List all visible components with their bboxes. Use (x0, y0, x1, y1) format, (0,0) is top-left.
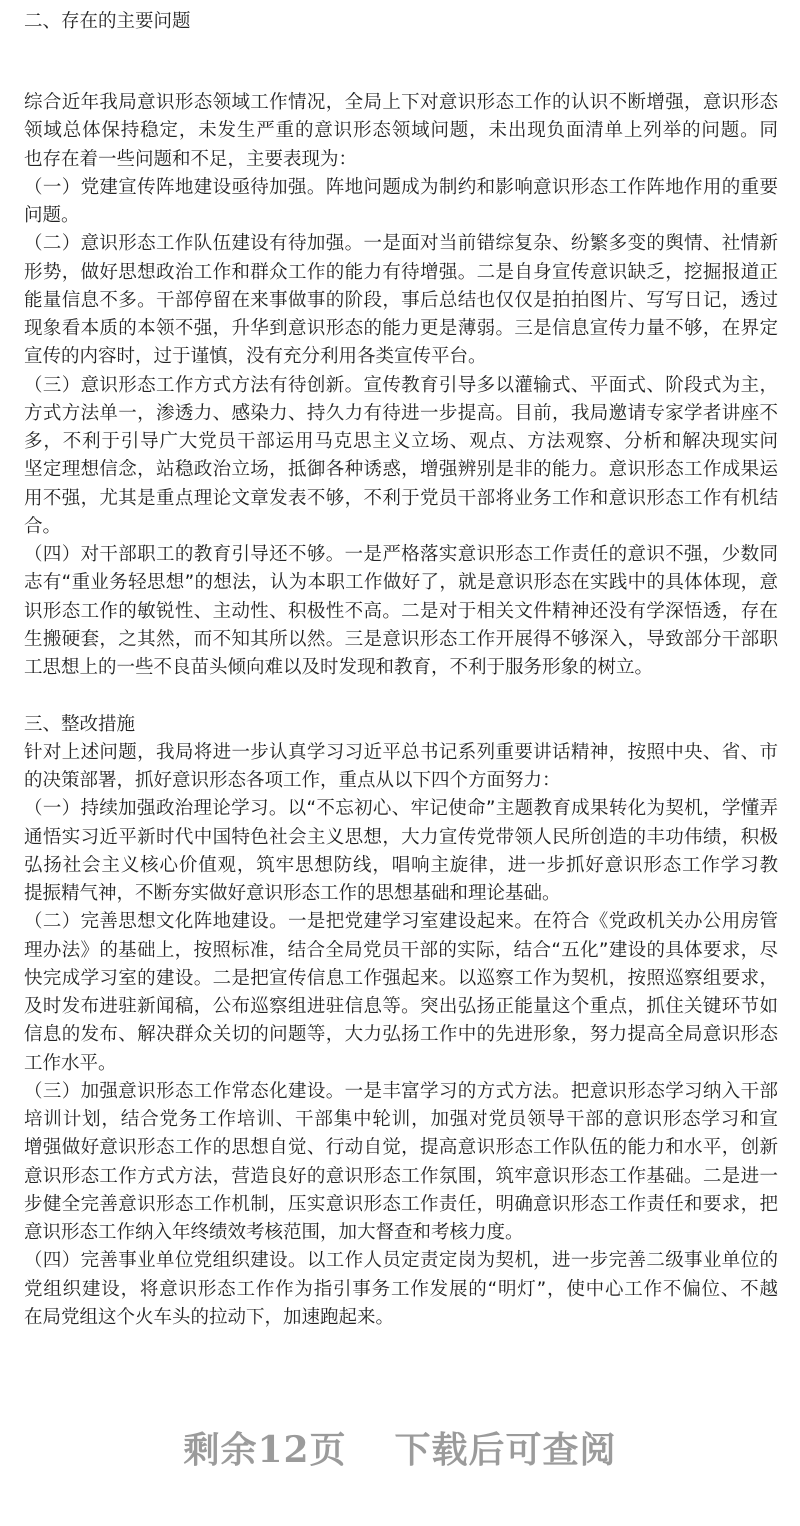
text-line: 步健全完善意识形态工作机制，压实意识形态工作责任，明确意识形态工作责任和要求，把 (24, 1193, 778, 1215)
paragraph (24, 1078, 778, 1248)
text-line: 能量信息不多。干部停留在来事做事的阶段，事后总结也仅仅是拍拍图片、写写日记，透过 (24, 289, 778, 311)
text-line: 在局党组这个火车头的拉动下，加速跑起来。 (24, 1306, 395, 1328)
paragraph (24, 541, 778, 682)
paragraph (24, 89, 778, 174)
text-line: （一）党建宣传阵地建设亟待加强。阵地问题成为制约和影响意识形态工作阵地作用的重要 (24, 176, 778, 198)
text-line: 快完成学习室的建设。二是把宣传信息工作强起来。以巡察工作为契机，按照巡察组要求， (24, 967, 778, 989)
text-line: 坚定理想信念，站稳政治立场，抵御各种诱惑，增强辨别是非的能力。意识形态工作成果运 (24, 459, 778, 481)
text-line: 意识形态工作纳入年终绩效考核范围，加大督查和考核力度。 (24, 1222, 524, 1243)
text-line: 工思想上的一些不良苗头倾向难以及时发现和教育，不利于服务形象的树立。 (24, 657, 654, 678)
text-line: 现象看本质的本领不强，升华到意识形态的能力更是薄弱。三是信息宣传力量不够，在界定 (24, 318, 778, 339)
download-prompt[interactable] (0, 1422, 800, 1473)
text-line: （三）意识形态工作方式方法有待创新。宣传教育引导多以灌输式、平面式、阶段式为主， (24, 374, 778, 396)
remaining-pages-label[interactable]: 剩余12页 (183, 1429, 347, 1471)
text-line: 问题。 (24, 205, 80, 226)
text-line: 合。 (24, 515, 62, 537)
text-line: 生搬硬套，之其然，而不知其所以然。三是意识形态工作开展得不够深入，导致部分干部职 (24, 628, 778, 650)
section-heading-measures: 三、整改措施 (24, 713, 136, 735)
paragraph (24, 739, 778, 796)
section-heading-problems: 二、存在的主要问题 (24, 11, 191, 32)
paragraph (24, 230, 778, 371)
text-line: 也存在着一些问题和不足，主要表现为： (24, 148, 358, 170)
text-line: 弘扬社会主义核心价值观，筑牢思想防线，唱响主旋律，进一步抓好意识形态工作学习教 (24, 854, 778, 876)
text-line: 多，不利于引导广大党员干部运用马克思主义立场、观点、方法观察、分析和解决现实问 (24, 431, 778, 452)
text-line: 意识形态工作方式方法，营造良好的意识形态工作氛围，筑牢意识形态工作基础。二是进一 (24, 1165, 778, 1187)
text-line: （三）加强意识形态工作常态化建设。一是丰富学习的方式方法。把意识形态学习纳入干部 (24, 1080, 778, 1102)
paragraph (24, 372, 778, 542)
text-line: 针对上述问题，我局将进一步认真学习习近平总书记系列重要讲话精神，按照中央、省、市 (24, 741, 778, 763)
paragraph (24, 1247, 778, 1332)
text-line: 党组织建设，将意识形态工作作为指引事务工作发展的“明灯”，使中心工作不偏位、不越 (24, 1278, 778, 1300)
text-line: 培训计划，结合党务工作培训、干部集中轮训，加强对党员领导干部的意识形态学习和宣 (24, 1109, 778, 1130)
text-line: 综合近年我局意识形态领域工作情况，全局上下对意识形态工作的认识不断增强，意识形态 (24, 92, 778, 113)
text-line: 信息的发布、解决群众关切的问题等，大力弘扬工作中的先进形象，努力提高全局意识形态 (24, 1024, 778, 1046)
spacer (24, 682, 778, 710)
text-line: 识形态工作的敏锐性、主动性、积极性不高。二是对于相关文件精神还没有学深悟透，存在 (24, 600, 778, 622)
text-line: （一）持续加强政治理论学习。以“不忘初心、牢记使命”主题教育成果转化为契机，学懂弄 (24, 798, 778, 820)
text-line: 志有“重业务轻思想”的想法，认为本职工作做好了，就是意识形态在实践中的具体体现，意 (24, 572, 778, 594)
paragraph (24, 174, 778, 231)
text-line: 提振精气神，不断夯实做好意识形态工作的思想基础和理论基础。 (24, 883, 561, 904)
text-line: 方式方法单一，渗透力、感染力、持久力有待进一步提高。目前，我局邀请专家学者讲座不 (24, 402, 778, 424)
text-line: 形势，做好思想政治工作和群众工作的能力有待增强。二是自身宣传意识缺乏，挖掘报道正 (24, 261, 778, 283)
text-line: 通悟实习近平新时代中国特色社会主义思想，大力宣传党带领人民所创造的丰功伟绩，积极 (24, 826, 778, 848)
paragraph (24, 795, 778, 908)
text-line: （二）意识形态工作队伍建设有待加强。一是面对当前错综复杂、纷繁多变的舆情、社情新 (24, 233, 778, 255)
text-line: 增强做好意识形态工作的思想自觉、行动自觉，提高意识形态工作队伍的能力和水平，创新 (24, 1137, 778, 1159)
text-line: 及时发布进驻新闻稿，公布巡察组进驻信息等。突出弘扬正能量这个重点，抓住关键环节如 (24, 996, 778, 1017)
text-line: 宣传的内容时，过于谨慎，没有充分利用各类宣传平台。 (24, 346, 487, 368)
text-line: 理办法》的基础上，按照标准，结合全局党员干部的实际，结合“五化”建设的具体要求，尽 (24, 939, 778, 961)
text-line: 工作水平。 (24, 1052, 117, 1074)
text-line: 领域总体保持稳定，未发生严重的意识形态领域问题，未出现负面清单上列举的问题。同 (24, 120, 778, 142)
text-line: （四）对干部职工的教育引导还不够。一是严格落实意识形态工作责任的意识不强，少数同 (24, 544, 778, 565)
document-body (24, 89, 778, 1332)
text-line: 的决策部署，抓好意识形态各项工作，重点从以下四个方面努力： (24, 770, 561, 791)
paragraph (24, 908, 778, 1078)
text-line: （二）完善思想文化阵地建设。一是把党建学习室建设起来。在符合《党政机关办公用房管 (24, 911, 778, 933)
text-line: （四）完善事业单位党组织建设。以工作人员定责定岗为契机，进一步完善二级事业单位的 (24, 1250, 778, 1272)
text-line: 用不强，尤其是重点理论文章发表不够，不利于党员干部将业务工作和意识形态工作有机结 (24, 487, 778, 509)
download-to-view-link[interactable]: 下载后可查阅 (394, 1429, 617, 1471)
